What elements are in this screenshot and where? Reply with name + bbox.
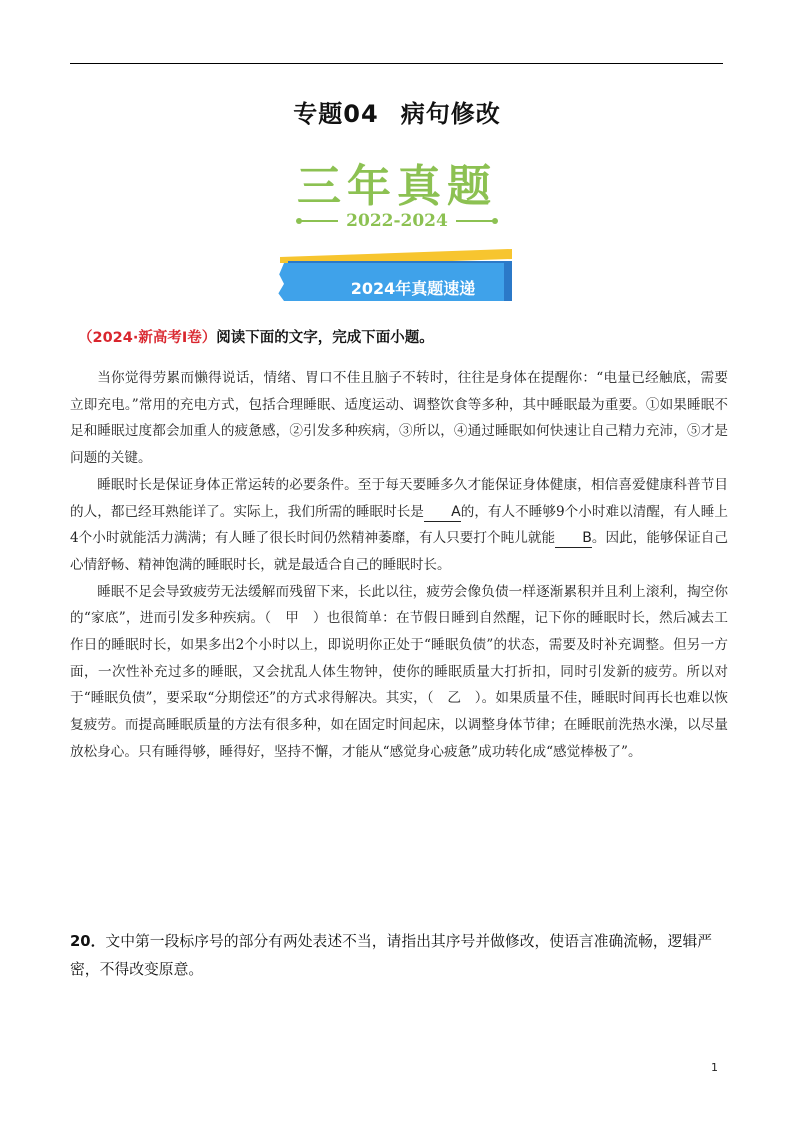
page-title [0,94,794,129]
blank-b: B [555,530,592,548]
title-name: 病句修改 [400,100,501,128]
blank-a: A [424,504,461,522]
header-rule [70,63,723,64]
question-text: 文中第一段标序号的部分有两处表述不当，请指出其序号并做修改，使语言准确流畅，逻辑严密，不得改变原意。 [70,933,713,978]
page-number: 1 [711,1061,718,1074]
paragraph-1: 当你觉得劳累而懒得说话，情绪、胃口不佳且脑子不转时，往往是身体在提醒你：“电量已经触底，需要立即充电。”常用的充电方式，包括合理睡眠、适度运动、调整饮食等多种，其中睡眠最为重要。①如果睡眠不足和睡眠过度都会加重人的疲惫感，②引发多种疾病，③所以，④通过睡眠如何快速让自己精力充沛，⑤才是问题的关键。 [70,370,728,467]
question-instruction: 阅读下面的文字，完成下面小题。 [216,330,434,346]
years-range: 2022-2024 [346,211,448,231]
subtitle: 三年真题 [297,161,497,212]
reading-passage [70,365,728,766]
title-topic: 专题04 [293,100,379,128]
question-20 [70,928,730,984]
question-intro [78,326,434,347]
question-number: 20． [70,933,106,950]
paragraph-2: 睡眠时长是保证身体正常运转的必要条件。至于每天要睡多久才能保证身体健康，相信喜爱健康科普节目的人，都已经耳熟能详了。实际上，我们所需的睡眠时长是 A的，有人不睡够9个小时难以清醒，有人睡上4个小时就能活力满满；有人睡了很长时间仍然精神萎靡，有人只要打个盹儿就能 B。因此，能够保证自己心情舒畅、精神饱满的睡眠时长，就是最适合自己的睡眠时长。 [70,476,728,573]
years-row [0,211,794,231]
section-banner [278,253,514,303]
decor-line-left [300,220,338,222]
paragraph-3: 睡眠不足会导致疲劳无法缓解而残留下来，长此以往，疲劳会像负债一样逐渐累积并且利上滚利，掏空你的“家底”，进而引发多种疾病。（ 甲 ）也很简单：在节假日睡到自然醒，记下你的睡眠时长，然后减去工作日的睡眠时长，如果多出2个小时以上，即说明你正处于“睡眠负债”的状态，需要及时补充调整。但另一方面，一次性补充过多的睡眠，又会扰乱人体生物钟，使你的睡眠质量大打折扣，同时引发新的疲劳。所以对于“睡眠负债”，要采取“分期偿还”的方式求得解决。其实，（ 乙 ）。如果质量不佳，睡眠时间再长也难以恢复疲劳。而提高睡眠质量的方法有很多种，如在固定时间起床，以调整身体节律；在睡眠前洗热水澡，以尽量放松身心。只有睡得够，睡得好，坚持不懈，才能从“感觉身心疲惫”成功转化成“感觉棒极了”。 [70,583,728,760]
banner-label: 2024年真题速递 [350,278,476,298]
question-source: （2024·新高考Ⅰ卷） [78,330,217,346]
decor-line-right [456,220,494,222]
